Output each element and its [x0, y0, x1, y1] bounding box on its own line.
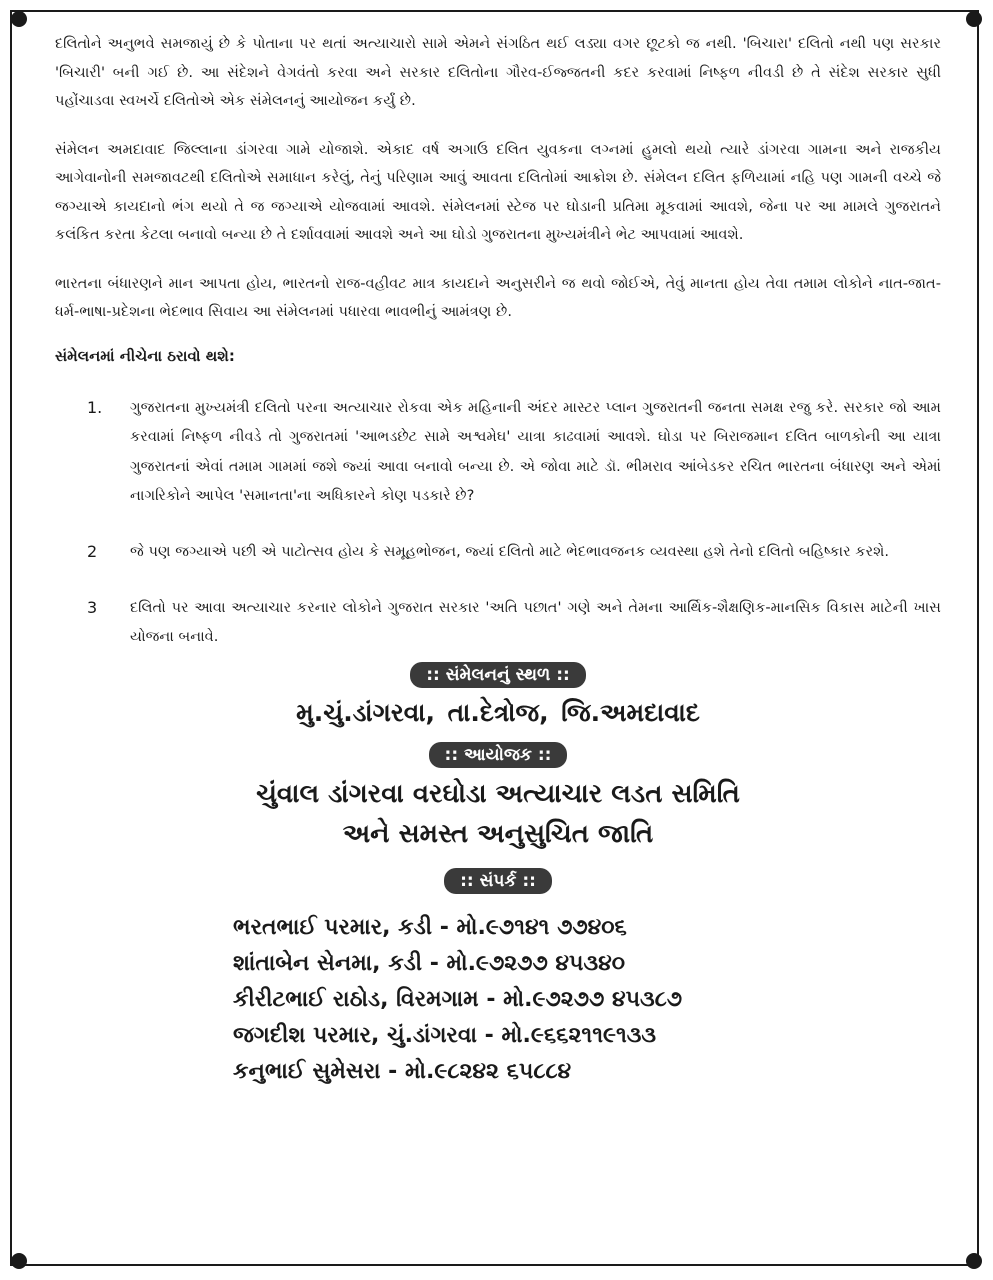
contact-entry: કનુભાઈ સુમેસરા - મો.૯૮૨૪૨ ૬૫૮૮૪: [233, 1058, 572, 1084]
corner-dot-bottom-right: [966, 1253, 982, 1269]
contact-entry: શાંતાબેન સેનમા, કડી - મો.૯૭૨૭૭ ૪૫૩૪૦: [233, 950, 626, 976]
resolution-number: 2: [87, 541, 98, 561]
resolution-text: જે પણ જગ્યાએ પછી એ પાટોત્સવ હોય કે સમૂહભોજન, જ્યાં દલિતો માટે ભેદભાવજનક વ્યવસ્થા હશે તેનો દલિતો બહિષ્કાર કરશે.: [130, 542, 890, 560]
contact-section: [55, 868, 941, 894]
resolution-item: [55, 393, 941, 511]
resolution-text: દલિતો પર આવા અત્યાચાર કરનાર લોકોને ગુજરાત સરકાર 'અતિ પછાત' ગણે અને તેમના આર્થિક-શૈક્ષણિક-માનસિક વિકાસ માટેની ખાસ યોજના બનાવે.: [130, 598, 941, 645]
venue-label: :: સંમેલનનું સ્થળ ::: [410, 662, 586, 688]
organizer-line-2: અને સમસ્ત અનુસુચિત જાતિ: [342, 818, 654, 849]
resolution-number: 1.: [87, 397, 103, 417]
contact-entry: જગદીશ પરમાર, ચું.ડાંગરવા - મો.૯૬૬૨૧૧૯૧૩૩: [233, 1022, 657, 1048]
contact-label: :: સંપર્ક ::: [444, 868, 552, 894]
event-paragraph: સંમેલન અમદાવાદ જિલ્લાના ડાંગરવા ગામે યોજાશે. એકાદ વર્ષ અગાઉ દલિત યુવકના લગ્નમાં હુમલો થયો ત્યારે ડાંગરવા ગામના અને રાજકીય આગેવાનોની સમજાવટથી દલિતોએ સમાધાન કરેલું, તેનું પરિણામ આવું આવતા દલિતોમાં આક્રોશ છે. સંમેલન દલિત ફળિયામાં નહિ પણ ગામની વચ્ચે જે જગ્યાએ કાયદાનો ભંગ થયો તે જ જગ્યાએ યોજવામાં આવશે. સંમેલનમાં સ્ટેજ પર ઘોડાની પ્રતિમા મૂકવામાં આવશે, જેના પર આ મામલે ગુજરાતને કલંકિત કરતા કેટલા બનાવો બન્યા છે તે દર્શાવવામાં આવશે અને આ ઘોડો ગુજરાતના મુખ્યમંત્રીને ભેટ આપવામાં આવશે.: [55, 140, 941, 243]
venue-section: [55, 662, 941, 728]
resolution-text: ગુજરાતના મુખ્યમંત્રી દલિતો પરના અત્યાચાર રોકવા એક મહિનાની અંદર માસ્ટર પ્લાન ગુજરાતની જનતા સમક્ષ રજુ કરે. સરકાર જો આમ કરવામાં નિષ્ફળ નીવડે તો ગુજરાતમાં 'આભડછેટ સામે અશ્વમેઘ' યાત્રા કાઢવામાં આવશે. ઘોડા પર બિરાજમાન દલિત બાળકોની આ યાત્રા ગુજરાતનાં એવાં તમામ ગામમાં જશે જ્યાં આવા બનાવો બન્યા છે. એ જોવા માટે ડૉ. ભીમરાવ આંબેડકર રચિત ભારતના બંધારણ અને એમાં નાગરિકોને આપેલ 'સમાનતા'ના અધિકારને કોણ પડકારે છે?: [130, 398, 941, 504]
corner-dot-bottom-left: [11, 1253, 27, 1269]
intro-paragraph: દલિતોને અનુભવે સમજાયું છે કે પોતાના પર થતાં અત્યાચારો સામે એમને સંગઠિત થઈ લડ્યા વગર છૂટકો જ નથી. 'બિચારા' દલિતો નથી પણ સરકાર 'બિચારી' બની ગઈ છે. આ સંદેશને વેગવંતો કરવા અને સરકાર દલિતોના ગૌરવ-ઈજ્જતની કદર કરવામાં નિષ્ફળ નીવડી છે તે સંદેશ સરકાર સુધી પહોંચાડવા સ્વખર્ચે દલિતોએ એક સંમેલનનું આયોજન કર્યું છે.: [55, 35, 941, 109]
corner-dot-top-left: [11, 11, 27, 27]
contact-entry: ભરતભાઈ પરમાર, કડી - મો.૯૭૧૪૧ ૭૭૪૦૬: [233, 914, 627, 940]
invitation-paragraph: ભારતના બંધારણને માન આપતા હોય, ભારતનો રાજ-વહીવટ માત્ર કાયદાને અનુસરીને જ થવો જોઈએ, તેવું માનતા હોય તેવા તમામ લોકોને નાત-જાત-ધર્મ-ભાષા-પ્રદેશના ભેદભાવ સિવાય આ સંમેલનમાં પધારવા ભાવભીનું આમંત્રણ છે.: [55, 274, 941, 320]
contact-list: [55, 910, 941, 1090]
resolutions-heading: સંમેલનમાં નીચેના ઠરાવો થશે:: [55, 346, 235, 365]
venue-text: મુ.ચું.ડાંગરવા, તા.દેત્રોજ, જિ.અમદાવાદ: [296, 697, 700, 727]
resolution-number: 3: [87, 597, 98, 617]
corner-dot-top-right: [966, 11, 982, 27]
organizer-section: [55, 742, 941, 854]
document-body: [55, 30, 941, 1090]
resolution-item: [55, 537, 941, 567]
organizer-line-1: ચુંવાલ ડાંગરવા વરઘોડા અત્યાચાર લડત સમિતિ: [256, 778, 740, 809]
resolution-item: [55, 593, 941, 652]
organizer-text: [55, 774, 941, 854]
organizer-label: :: આયોજક ::: [429, 742, 568, 768]
contact-entry: કીરીટભાઈ રાઠોડ, વિરમગામ - મો.૯૭૨૭૭ ૪૫૩૮૭: [233, 986, 683, 1012]
